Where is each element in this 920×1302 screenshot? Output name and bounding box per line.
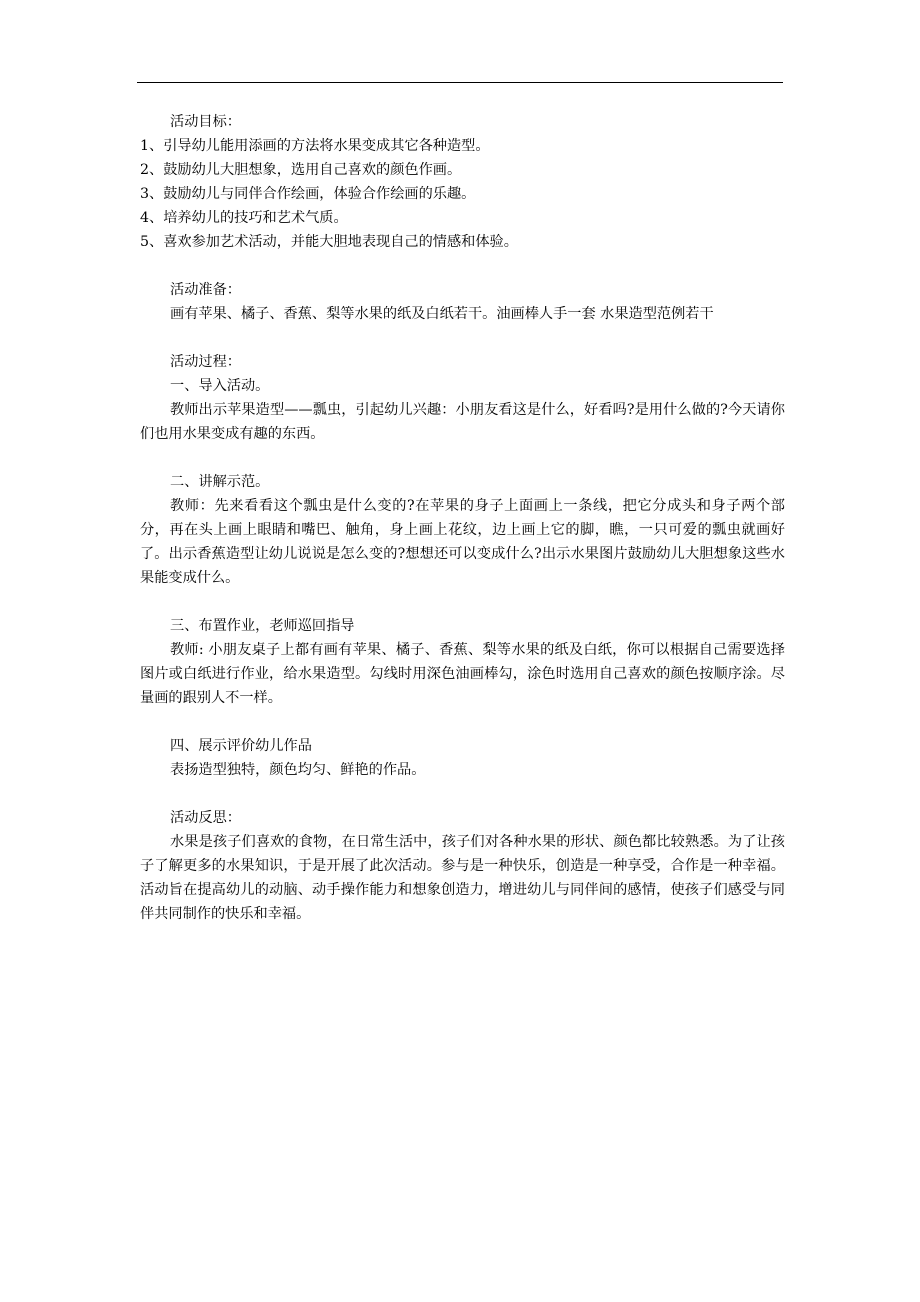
reflection-text: 水果是孩子们喜欢的食物，在日常生活中，孩子们对各种水果的形状、颜色都比较熟悉。为了让孩子了解更多的水果知识，于是开展了此次活动。参与是一种快乐，创造是一种享受，合作是一种幸福。活动旨在提高幼儿的动脑、动手操作能力和想象创造力，增进幼儿与同伴间的感情，使孩子们感受与同伴共同制作的快乐和幸福。 bbox=[140, 834, 785, 922]
goal-item: 3、鼓励幼儿与同伴合作绘画，体验合作绘画的乐趣。 bbox=[140, 186, 476, 202]
goal-item: 4、培养幼儿的技巧和艺术气质。 bbox=[140, 210, 348, 226]
goal-item: 2、鼓励幼儿大胆想象，选用自己喜欢的颜色作画。 bbox=[140, 162, 462, 178]
step3-text: 教师: 小朋友桌子上都有画有苹果、橘子、香蕉、梨等水果的纸及白纸，你可以根据自己需要选择图片或白纸进行作业，给水果造型。勾线时用深色油画棒勾，涂色时选用自己喜欢的颜色按顺序涂。尽量画的跟别人不一样。 bbox=[140, 642, 785, 706]
spacer bbox=[140, 590, 785, 614]
process-heading: 活动过程： bbox=[170, 354, 241, 370]
step3-title: 三、布置作业，老师巡回指导 bbox=[170, 618, 355, 634]
step1-title: 一、导入活动。 bbox=[170, 378, 270, 394]
preparation-text: 画有苹果、橘子、香蕉、梨等水果的纸及白纸若干。油画棒人手一套 水果造型范例若干 bbox=[170, 306, 714, 322]
step4-text: 表扬造型独特，颜色均匀、鲜艳的作品。 bbox=[170, 762, 426, 778]
goals-heading: 活动目标： bbox=[170, 114, 241, 130]
goal-item: 1、引导幼儿能用添画的方法将水果变成其它各种造型。 bbox=[140, 138, 490, 154]
step4-title: 四、展示评价幼儿作品 bbox=[170, 738, 312, 754]
header-rule bbox=[137, 82, 783, 83]
reflection-heading: 活动反思： bbox=[170, 810, 241, 826]
spacer bbox=[140, 254, 785, 278]
preparation-heading: 活动准备： bbox=[170, 282, 241, 298]
step2-text: 教师：先来看看这个瓢虫是什么变的?在苹果的身子上面画上一条线，把它分成头和身子两个部分，再在头上画上眼睛和嘴巴、触角，身上画上花纹，边上画上它的脚，瞧，一只可爱的瓢虫就画好了。出示香蕉造型让幼儿说说是怎么变的?想想还可以变成什么?出示水果图片鼓励幼儿大胆想象这些水果能变成什么。 bbox=[140, 498, 785, 586]
step1-text: 教师出示苹果造型——瓢虫，引起幼儿兴趣：小朋友看这是什么，好看吗?是用什么做的?今天请你们也用水果变成有趣的东西。 bbox=[140, 402, 785, 442]
document-body bbox=[140, 110, 785, 926]
goal-item: 5、喜欢参加艺术活动，并能大胆地表现自己的情感和体验。 bbox=[140, 234, 518, 250]
spacer bbox=[140, 446, 785, 470]
step2-title: 二、讲解示范。 bbox=[170, 474, 270, 490]
spacer bbox=[140, 710, 785, 734]
spacer bbox=[140, 326, 785, 350]
spacer bbox=[140, 782, 785, 806]
